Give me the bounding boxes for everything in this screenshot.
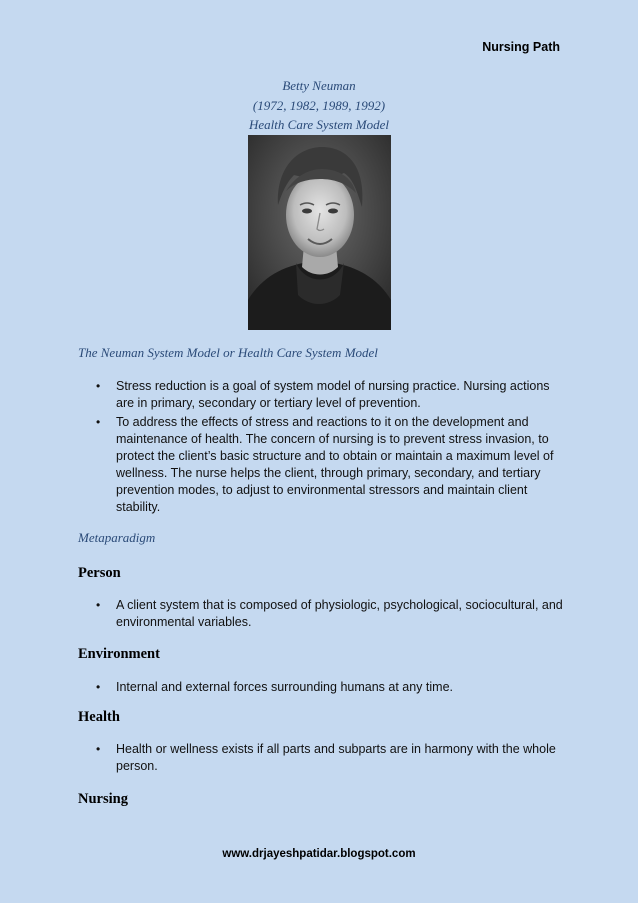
nursing-heading: Nursing <box>78 791 128 807</box>
theorist-name: Betty Neuman <box>282 78 356 93</box>
person-heading: Person <box>78 565 121 581</box>
model-section-heading: The Neuman System Model or Health Care System Model <box>78 345 378 360</box>
health-heading: Health <box>78 709 120 725</box>
header-label: Nursing Path <box>482 40 560 54</box>
list-item: • Internal and external forces surrounding humans at any time. <box>96 679 566 696</box>
metaparadigm-heading: Metaparadigm <box>78 530 156 545</box>
list-item: • To address the effects of stress and reactions to it on the development and maintenance of health. The concern of nursing is to prevent stress invasion, to protect the client’s basic structure and to obtain or maintain a maximum level of wellness. The nurse helps the client, through primary, secondary, and tertiary prevention modes, to adjust to environmental stressors and maintain client stability. <box>96 414 566 516</box>
model-bullet-list <box>96 378 566 518</box>
health-bullet-list <box>96 741 566 777</box>
theory-years: (1972, 1982, 1989, 1992) <box>252 97 386 113</box>
person-bullet-list <box>96 597 566 633</box>
title-block <box>0 76 638 135</box>
portrait-photo <box>248 135 391 330</box>
footer-url[interactable]: www.drjayeshpatidar.blogspot.com <box>222 848 416 860</box>
list-item: • Health or wellness exists if all parts and subparts are in harmony with the whole person. <box>96 741 566 775</box>
model-name: Health Care System Model <box>249 117 389 132</box>
environment-heading: Environment <box>78 646 160 662</box>
environment-bullet-list <box>96 679 566 698</box>
list-item: • Stress reduction is a goal of system model of nursing practice. Nursing actions are in primary, secondary or tertiary level of prevention. <box>96 378 566 412</box>
list-item: • A client system that is composed of physiologic, psychological, sociocultural, and environmental variables. <box>96 597 566 631</box>
